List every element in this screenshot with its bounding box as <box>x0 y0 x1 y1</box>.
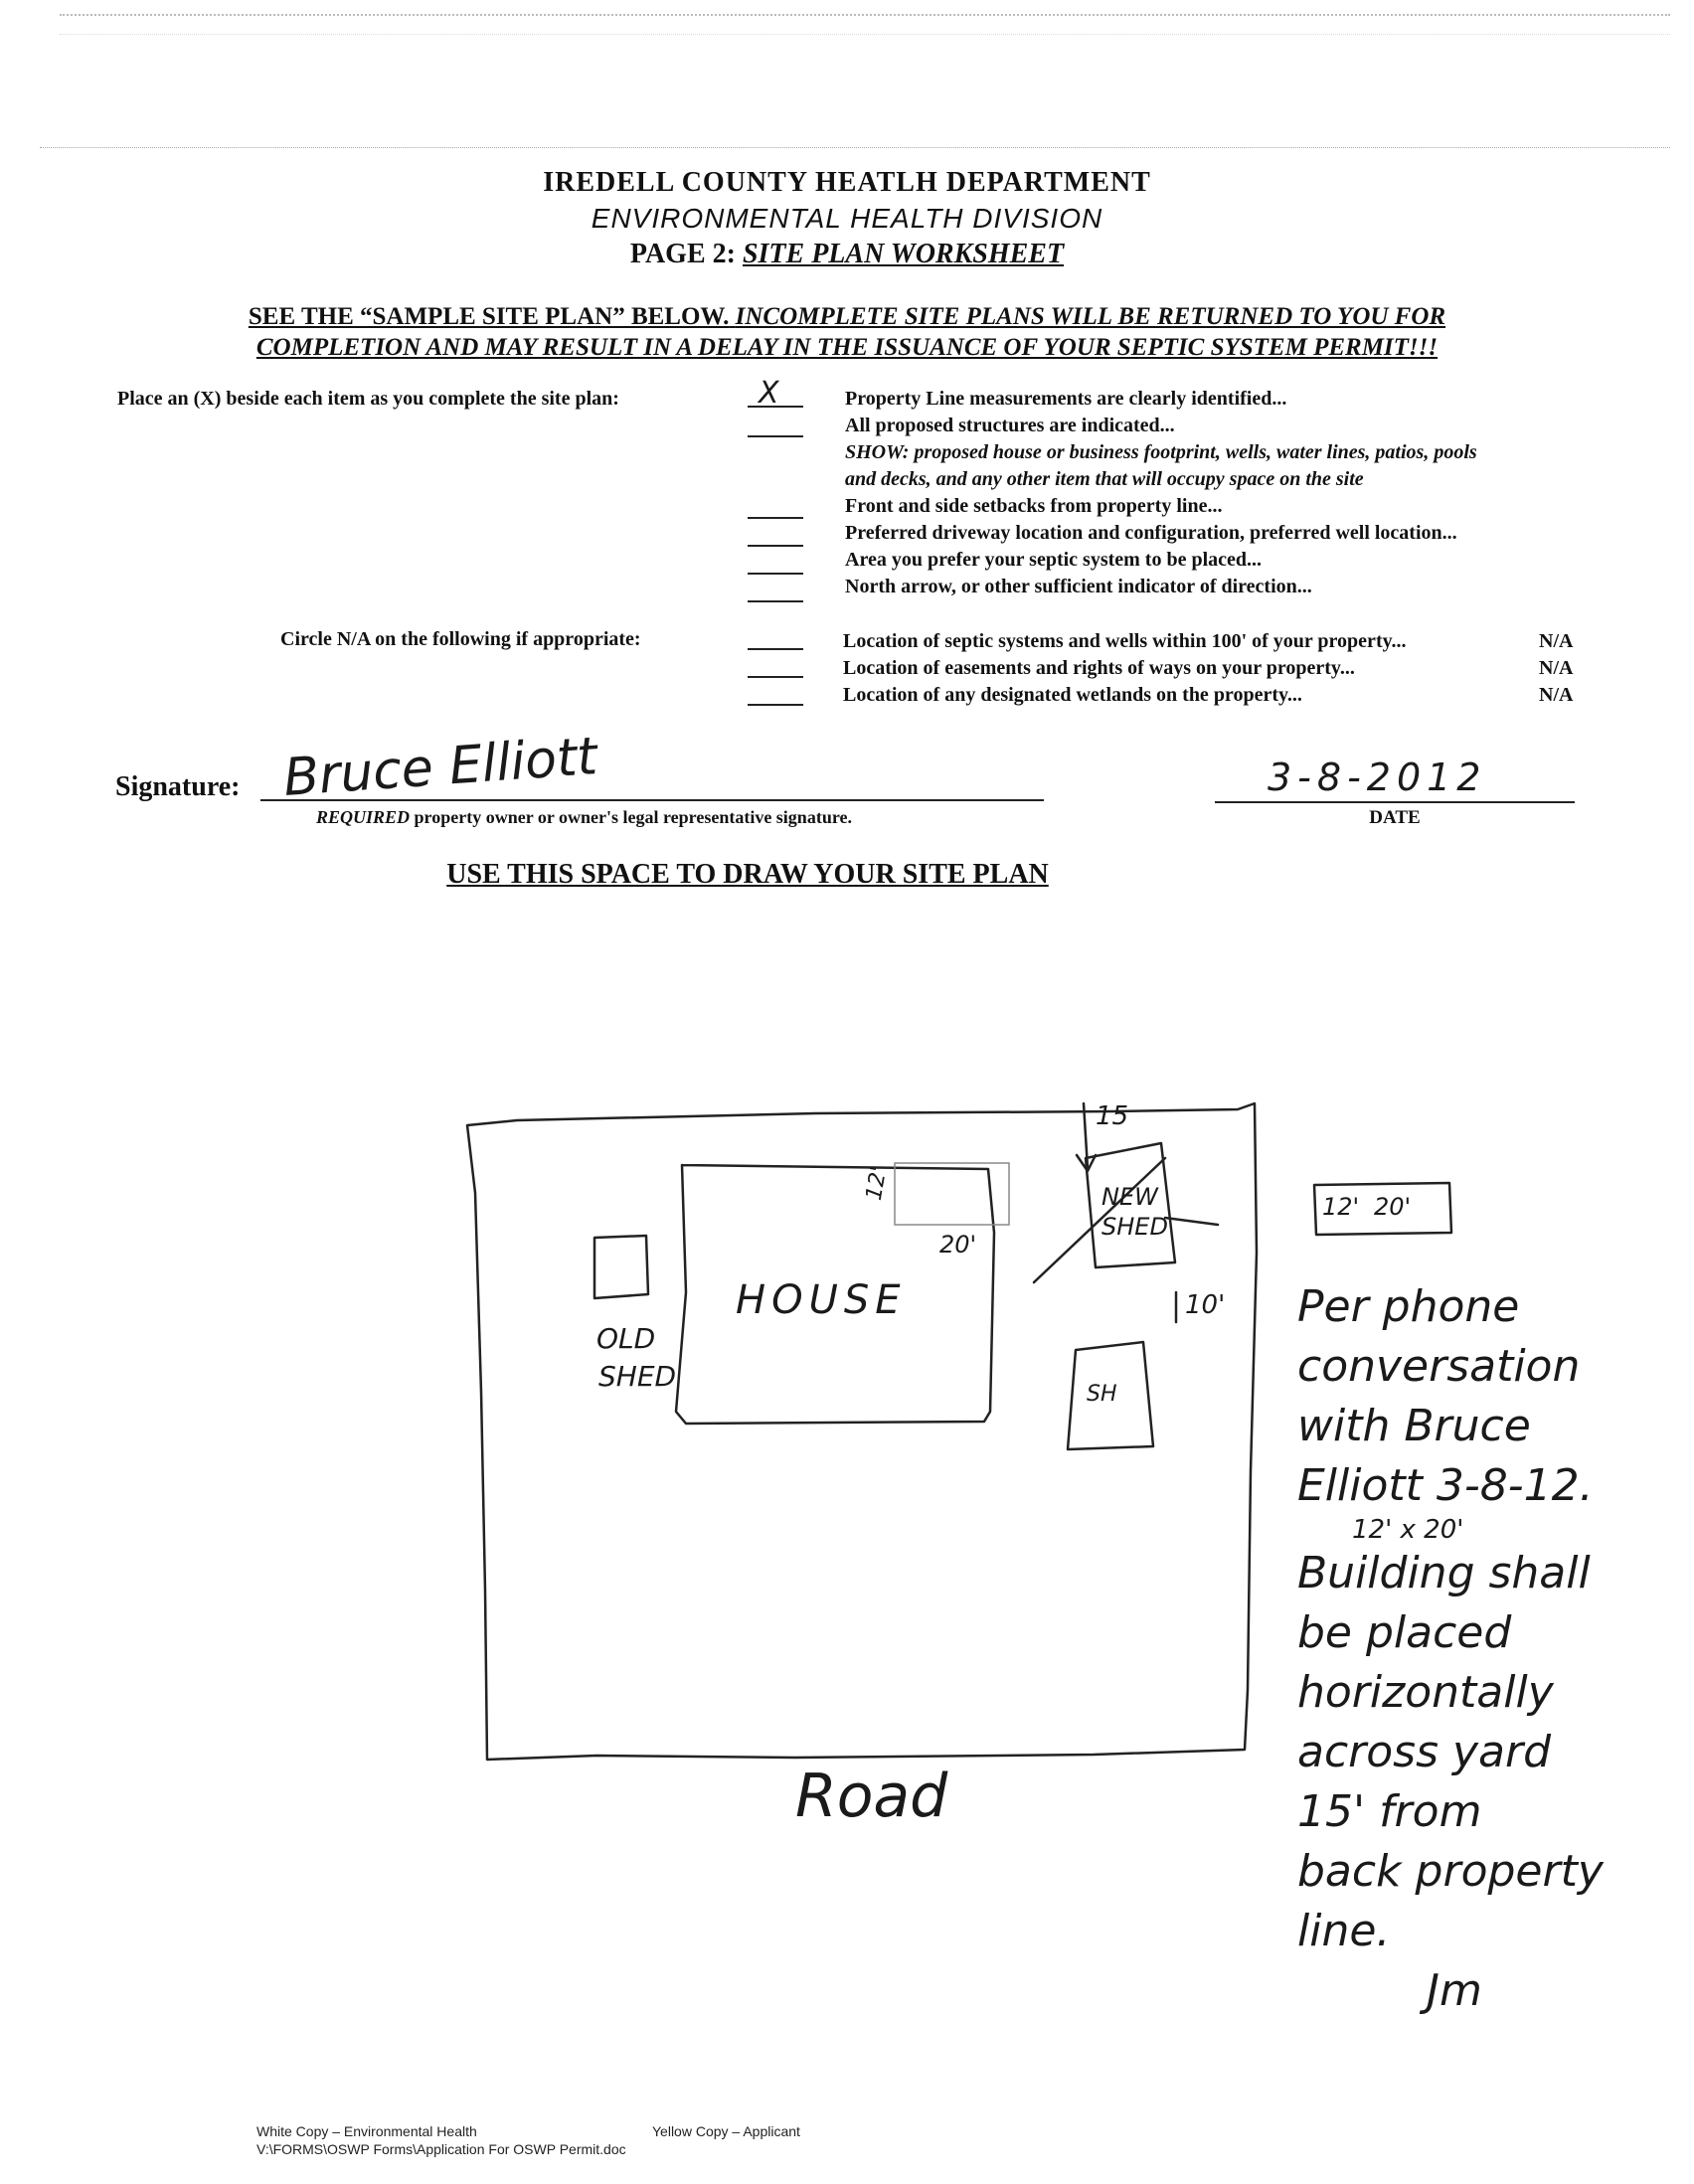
note-line: 15' from <box>1297 1786 1482 1837</box>
draw-heading: USE THIS SPACE TO DRAW YOUR SITE PLAN <box>446 859 1049 890</box>
checklist-item: North arrow, or other sufficient indicator of direction... <box>845 576 1312 597</box>
note-line: 12' x 20' <box>1352 1515 1464 1545</box>
checklist-item: and decks, and any other item that will occupy space on the site <box>845 468 1364 490</box>
note-line: horizontally <box>1297 1667 1554 1718</box>
checklist-item: Preferred driveway location and configuration, preferred well location... <box>845 522 1457 544</box>
na-option[interactable]: N/A <box>1539 630 1574 652</box>
dim-10-label: 10' <box>1185 1290 1226 1320</box>
signature-note-text: property owner or owner's legal representative signature. <box>414 807 852 827</box>
na-item: Location of easements and rights of ways on your property... <box>843 657 1355 679</box>
note-line: conversation <box>1297 1341 1581 1392</box>
footer-yellow-copy: Yellow Copy – Applicant <box>652 2123 800 2139</box>
header-division: ENVIRONMENTAL HEALTH DIVISION <box>591 203 1103 234</box>
warning-sample-ref: SEE THE “SAMPLE SITE PLAN” BELOW. <box>248 303 730 330</box>
new-shed-hatch <box>1165 1218 1218 1225</box>
na-item: Location of septic systems and wells within 100' of your property... <box>843 630 1407 652</box>
dim-20-label: 20' <box>939 1231 977 1259</box>
note-line: Building shall <box>1297 1548 1591 1598</box>
checklist-instruction: Place an (X) beside each item as you complete the site plan: <box>117 388 619 410</box>
handwritten-note <box>1297 1277 1604 2021</box>
house-label: HOUSE <box>736 1277 907 1323</box>
checklist-item: SHOW: proposed house or business footprint, wells, water lines, patios, pools <box>845 441 1477 463</box>
signature-required: REQUIRED <box>316 807 411 827</box>
date-label: DATE <box>1369 807 1421 828</box>
checklist-item: Area you prefer your septic system to be placed... <box>845 549 1263 571</box>
road-label: Road <box>795 1762 948 1831</box>
header-department: IREDELL COUNTY HEATLH DEPARTMENT <box>543 167 1151 198</box>
warning-incomplete: INCOMPLETE SITE PLANS WILL BE RETURNED TO YOU FOR <box>735 303 1446 330</box>
na-item: Location of any designated wetlands on the property... <box>843 684 1302 706</box>
note-line: with Bruce <box>1297 1401 1531 1451</box>
date-handwriting: 3-8-2012 <box>1268 756 1487 799</box>
new-shed-label-1: NEW <box>1101 1183 1158 1211</box>
dim-12-label: 12' <box>861 1164 893 1203</box>
note-line: Per phone <box>1297 1281 1520 1332</box>
footer-white-copy: White Copy – Environmental Health <box>256 2123 477 2139</box>
checklist-item: All proposed structures are indicated... <box>845 415 1175 436</box>
old-shed-label-1: OLD <box>596 1322 656 1355</box>
note-line: Elliott 3-8-12. <box>1297 1460 1594 1511</box>
note-line: across yard <box>1297 1727 1552 1777</box>
header-page-prefix: PAGE 2: <box>629 239 736 269</box>
old-shed-label-2: SHED <box>598 1360 677 1393</box>
note-box-12: 12' <box>1322 1193 1360 1221</box>
north-arrow <box>1077 1103 1096 1171</box>
checklist-item: Property Line measurements are clearly identified... <box>845 388 1287 410</box>
na-option[interactable]: N/A <box>1539 684 1574 706</box>
dim-15-label: 15 <box>1096 1101 1129 1131</box>
checklist-mark-x: X <box>759 376 779 411</box>
na-instruction: Circle N/A on the following if appropriate: <box>280 628 641 650</box>
note-line: be placed <box>1297 1607 1512 1658</box>
signature-handwriting: Bruce Elliott <box>281 727 599 808</box>
checklist-item: Front and side setbacks from property line... <box>845 495 1223 517</box>
note-box-20: 20' <box>1374 1193 1412 1221</box>
small-building-label: SH <box>1087 1382 1117 1407</box>
old-shed-outline <box>594 1236 648 1298</box>
note-initials: Jm <box>1427 1965 1482 2016</box>
note-line: back property <box>1297 1846 1604 1897</box>
na-option[interactable]: N/A <box>1539 657 1574 679</box>
footer-file-path: V:\FORMS\OSWP Forms\Application For OSWP Permit.doc <box>256 2141 626 2157</box>
note-line: line. <box>1297 1906 1391 1956</box>
warning-delay: COMPLETION AND MAY RESULT IN A DELAY IN THE ISSUANCE OF YOUR SEPTIC SYSTEM PERMIT!!! <box>255 334 1439 361</box>
header-worksheet-title: SITE PLAN WORKSHEET <box>742 239 1065 269</box>
new-shed-label-2: SHED <box>1101 1213 1168 1241</box>
signature-label: Signature: <box>115 771 241 802</box>
